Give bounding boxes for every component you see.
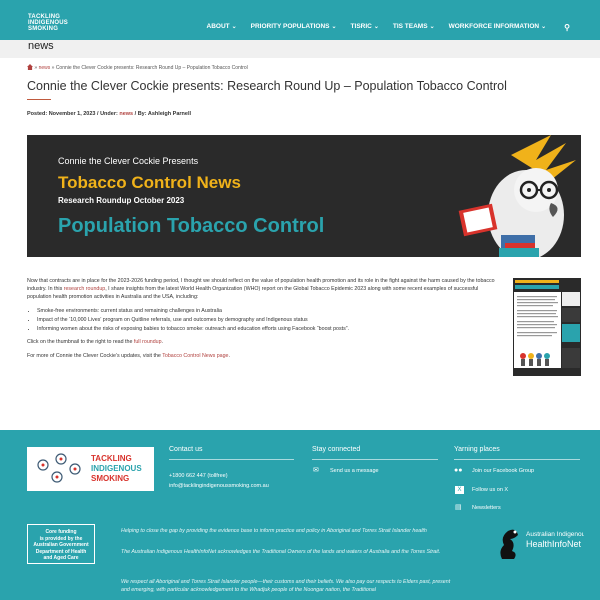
post-meta: Posted: November 1, 2023 / Under: news / By: Ashleigh Parnell [27, 111, 192, 117]
funding-line: is provided by the [39, 535, 83, 542]
nav-label: TISRIC [350, 23, 372, 30]
para-text: . [161, 339, 164, 345]
nav-label: WORKFORCE INFORMATION [448, 23, 540, 30]
chevron-down-icon: ⌄ [373, 24, 379, 30]
banner-line-4: Population Tobacco Control [58, 215, 325, 237]
stay-connected-heading: Stay connected [312, 446, 361, 453]
funding-line: Core funding [45, 529, 77, 535]
yarning-places-divider [454, 459, 580, 460]
site-footer [0, 430, 600, 600]
follow-x-link[interactable]: Follow us on X [472, 487, 509, 493]
feature-banner [27, 135, 581, 257]
logo-line-1: TACKLING [28, 14, 61, 20]
newsletters-link[interactable]: Newsletters [472, 505, 501, 511]
footer-logo[interactable] [27, 447, 154, 491]
site-logo[interactable] [28, 14, 68, 32]
footer-logo-line-3: SMOKING [91, 474, 130, 483]
nav-tisric[interactable] [351, 23, 379, 32]
home-icon[interactable] [27, 64, 33, 70]
nav-tis-teams[interactable] [393, 23, 435, 32]
facebook-group-link[interactable]: Join our Facebook Group [472, 468, 535, 474]
chevron-down-icon: ⌄ [429, 24, 435, 30]
x-icon: X [455, 486, 464, 494]
roundup-thumbnail[interactable] [513, 278, 581, 376]
breadcrumb [27, 64, 248, 71]
contact-divider [169, 459, 294, 460]
funding-line: Department of Health [35, 548, 87, 555]
ack-respect: We respect all Aboriginal and Torres Strait Islander people—their customs and their beliefs. We also pay our respects to Elders past, present and emerging, with particular acknowledgement to the Whadjuk people of the Noongar nation, the Traditional [121, 579, 451, 593]
contact-email[interactable]: info@tacklingindigenoussmoking.com.au [169, 483, 269, 489]
logo-line-2: INDIGENOUS [28, 20, 69, 26]
send-message-link[interactable]: Send us a message [330, 468, 379, 474]
newsletter-icon: ▤ [455, 504, 462, 511]
healthinfonet-graphic [494, 523, 584, 563]
thumbnail-image [513, 278, 581, 376]
yarning-places-heading: Yarning places [454, 446, 500, 453]
article-body [27, 277, 497, 366]
nav-priority-populations[interactable] [251, 23, 337, 32]
funding-notice [27, 524, 95, 564]
research-roundup-link[interactable]: research roundup [63, 286, 106, 292]
healthinfonet-line-2: HealthInfoNet [526, 539, 582, 549]
nav-label: TIS TEAMS [392, 23, 428, 30]
nav-workforce-information[interactable] [449, 23, 547, 32]
para-text: Now that contracts are in place for the 2023-2026 funding period, I thought we should reflect on the value of population health promotion and its role in the fight against the harm caused by the tobacco industry. In this [27, 278, 495, 292]
chevron-down-icon: ⌄ [541, 24, 547, 30]
funding-line: and Aged Care [43, 555, 79, 561]
full-roundup-link[interactable]: full roundup [133, 339, 162, 345]
nav-about[interactable] [207, 23, 237, 32]
paragraph-more [27, 352, 497, 360]
author-name: Ashleigh Parnell [147, 111, 192, 117]
chevron-down-icon: ⌄ [231, 24, 237, 30]
top-header [0, 0, 600, 40]
banner-line-2: Tobacco Control News [58, 173, 241, 192]
post-date: November 1, 2023 [48, 111, 96, 117]
main-nav [193, 23, 570, 32]
ack-traditional-owners: The Australian Indigenous HealthInfoNet acknowledges the Traditional Owners of the lands and waters of Australia and the Torres Strait. [121, 549, 441, 555]
list-item: • Informing women about the risks of exposing babies to tobacco smoke: outreach and education efforts using Facebook “boost posts”. [37, 325, 497, 333]
search-icon[interactable]: ⚲ [564, 23, 570, 32]
para-text: , I share insights from the latest World Health Organization (WHO) report on the Global Tobacco Epidemic 2023 along with some recent examples of successful population health promotion activities in Australia and the USA, including: [27, 286, 479, 300]
page-title: Connie the Clever Cockie presents: Research Round Up – Population Tobacco Control [27, 79, 507, 93]
cockatoo-illustration [401, 135, 581, 257]
breadcrumb-separator: » [34, 65, 38, 71]
posted-label: Posted: [27, 111, 48, 117]
category-link[interactable]: news [119, 111, 134, 117]
breadcrumb-current: Connie the Clever Cockie presents: Research Round Up – Population Tobacco Control [55, 65, 248, 71]
nav-label: ABOUT [206, 23, 230, 30]
footer-logo-line-1: TACKLING [91, 454, 132, 463]
article-content [0, 58, 600, 430]
contact-heading: Contact us [169, 446, 203, 453]
message-icon: ✉ [313, 467, 319, 474]
banner-line-1: Connie the Clever Cockie Presents [58, 156, 199, 166]
ack-mission: Helping to close the gap by providing the evidence base to inform practice and policy in Aboriginal and Torres Strait Islander health [121, 528, 427, 534]
funding-line: Australian Government [33, 542, 89, 548]
tobacco-control-news-link[interactable]: Tobacco Control News page [162, 353, 229, 359]
breadcrumb-news-link[interactable]: news [38, 65, 51, 71]
findings-list [37, 307, 497, 333]
healthinfonet-line-1: Australian Indigenous [526, 531, 584, 538]
banner-line-3: Research Roundup October 2023 [58, 196, 185, 205]
section-title: news [28, 40, 54, 52]
by-label: By: [137, 111, 147, 117]
breadcrumb-separator: » [51, 65, 55, 71]
chevron-down-icon: ⌄ [331, 24, 337, 30]
paragraph-intro [27, 277, 497, 301]
healthinfonet-logo[interactable] [494, 523, 584, 568]
under-label: Under: [100, 111, 118, 117]
logo-line-3: SMOKING [28, 26, 59, 32]
para-text: For more of Connie the Clever Cockie’s updates, visit the [27, 353, 163, 359]
stay-connected-divider [312, 459, 438, 460]
footer-logo-line-2: INDIGENOUS [91, 464, 142, 473]
list-item: • Impact of the ‘10,000 Lives’ program on Quitline referrals, use and outcomes by demography and Indigenous status [37, 316, 497, 324]
nav-label: PRIORITY POPULATIONS [250, 23, 330, 30]
footer-logo-graphic [27, 447, 154, 491]
para-text: . [228, 353, 230, 359]
contact-phone[interactable]: +1800 662 447 (tollfree) [169, 473, 228, 479]
list-item: • Smoke-free environments: current status and remaining challenges in Australia [37, 307, 497, 315]
para-text: Click on the thumbnail to the right to read the [27, 339, 134, 345]
group-icon: ●● [454, 467, 463, 474]
paragraph-thumbnail [27, 338, 497, 346]
title-underline [27, 99, 51, 100]
